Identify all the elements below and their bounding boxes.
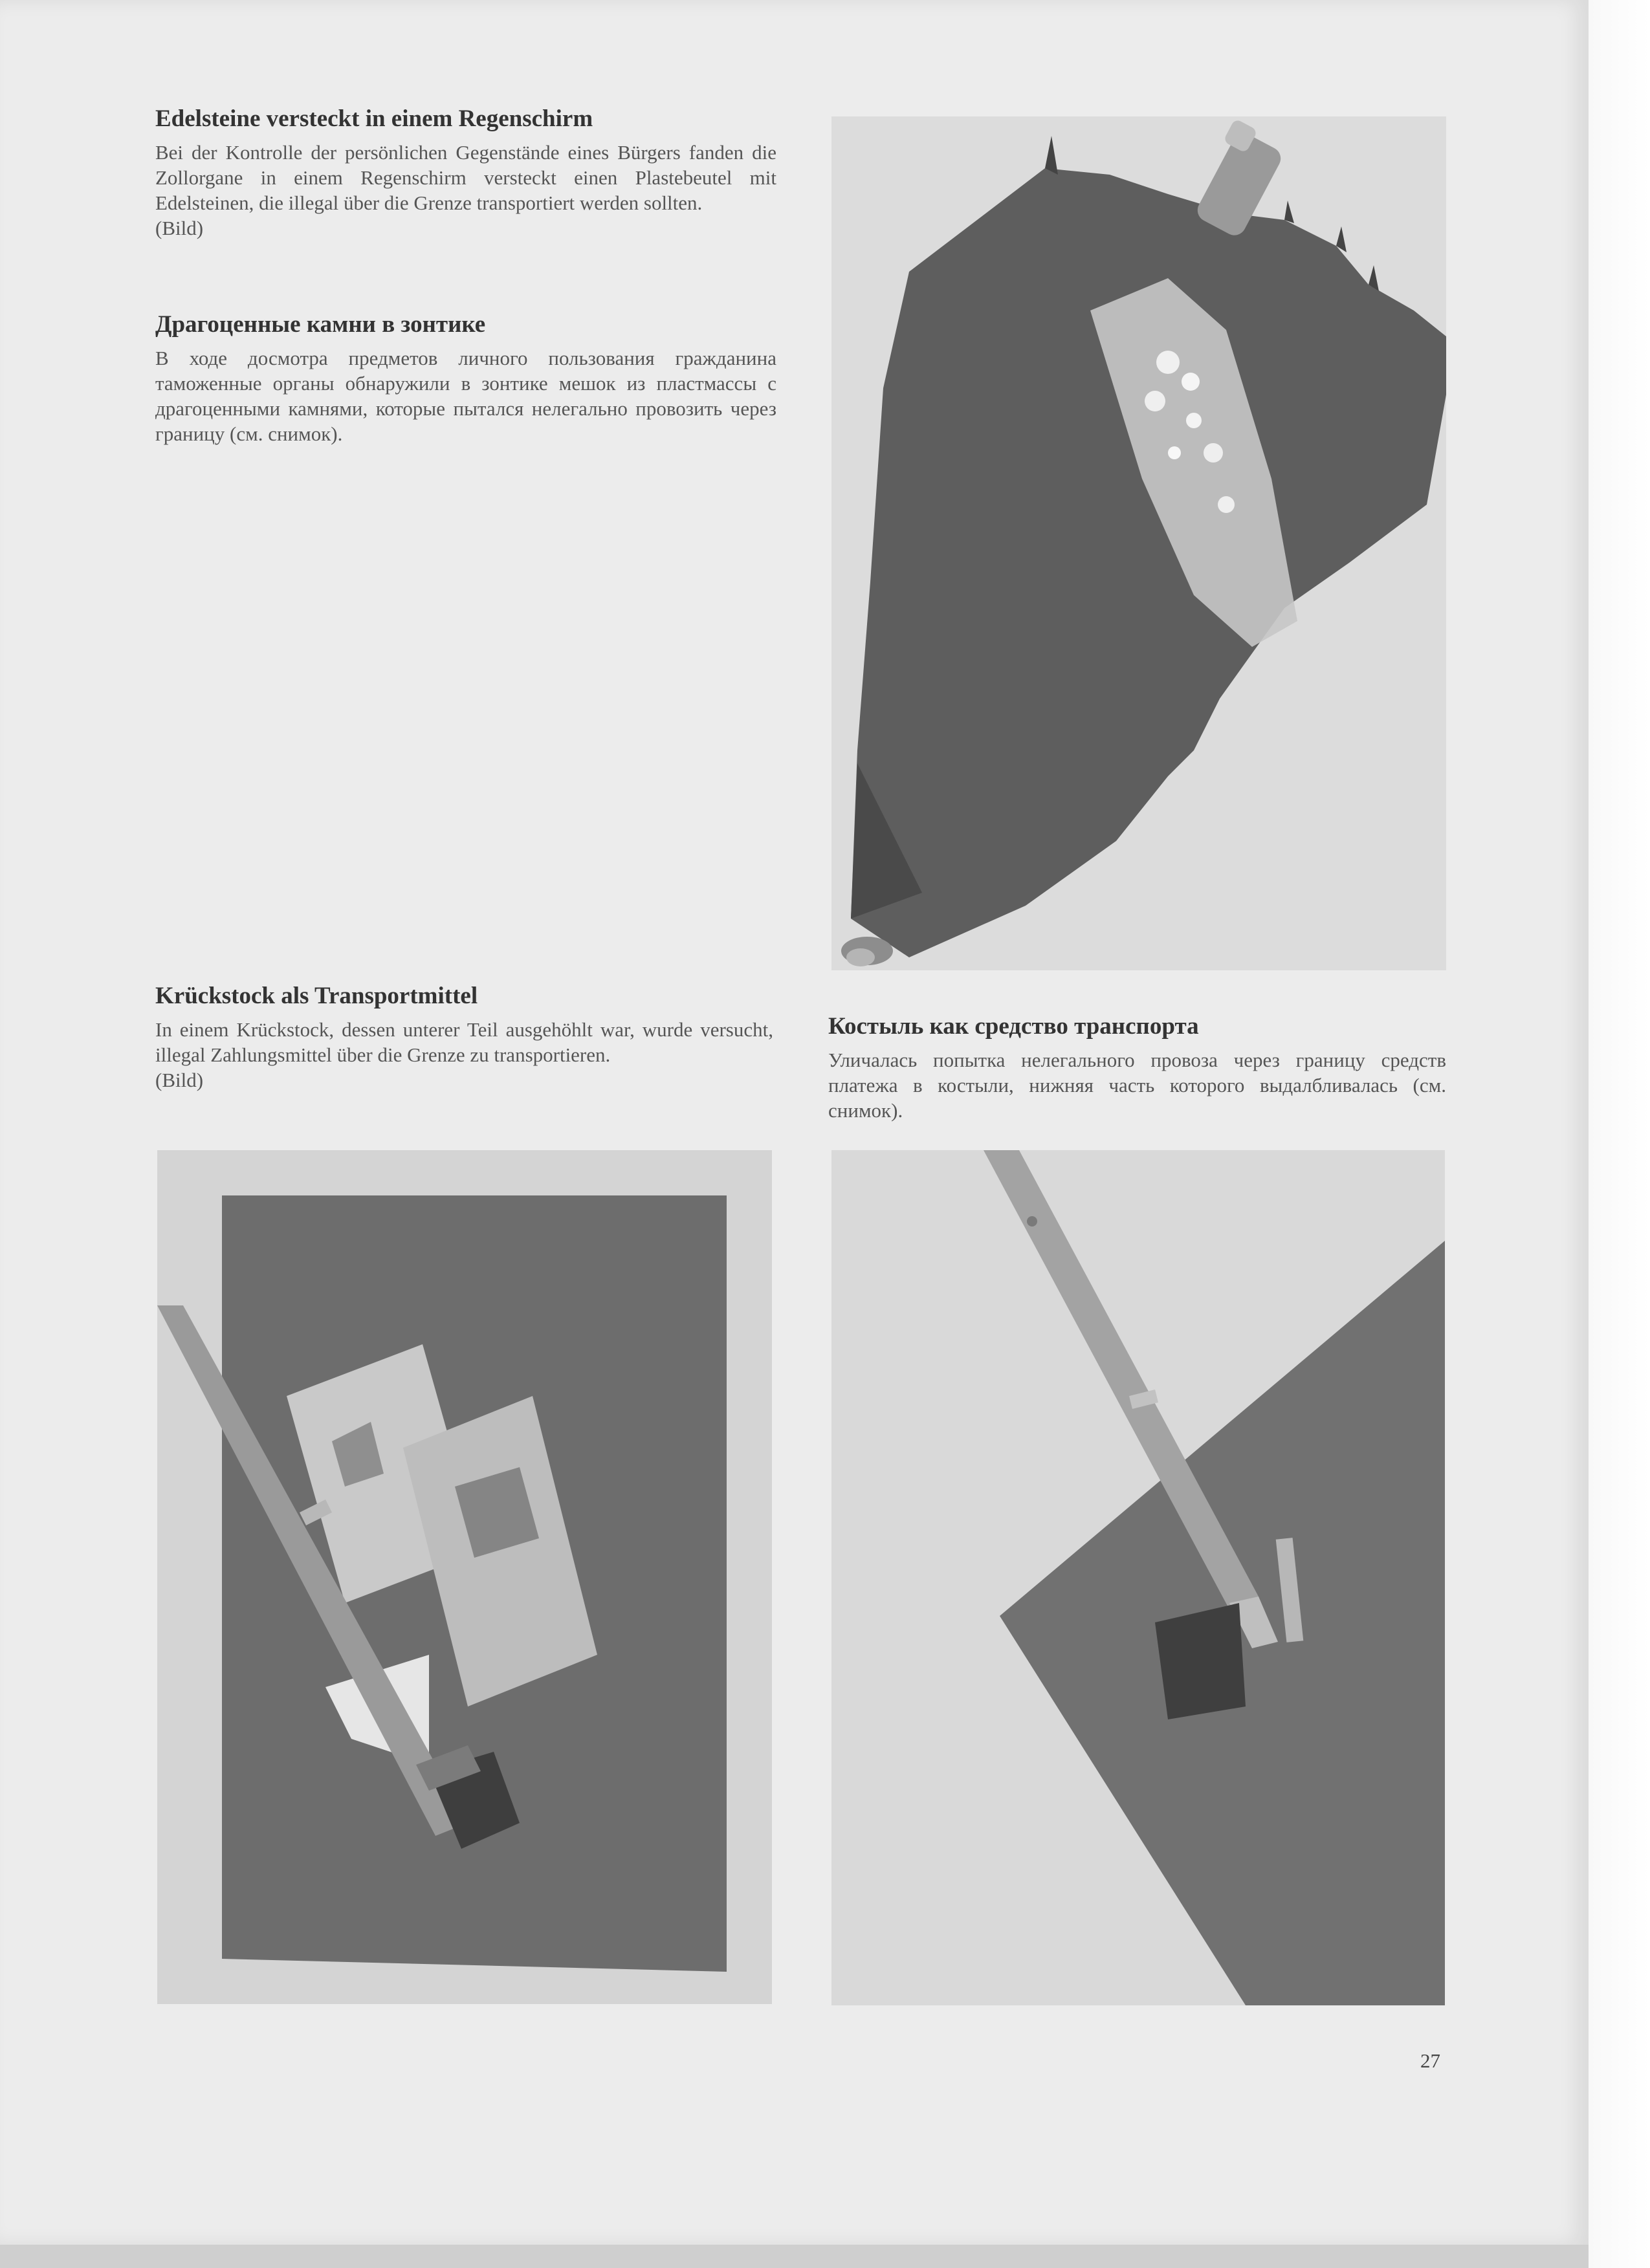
page-number: 27 [1420,2049,1440,2072]
article-heading: Костыль как средство транспорта [828,1013,1199,1040]
article-heading: Edelsteine versteckt in einem Regenschirm [155,105,593,132]
crutch-banknotes-photo [157,1150,772,2004]
article-crutch-de [155,982,773,1093]
umbrella-photo [831,116,1446,970]
image-reference: (Bild) [155,217,204,240]
image-reference: (Bild) [155,1069,204,1092]
article-body: Уличалась попытка нелегального провоза через границу средств платежа в костыли, нижняя часть которого выдалбливалась (см. снимок). [828,1049,1446,1122]
crutch-board-photo [831,1150,1445,2005]
article-heading: Драгоценные камни в зонтике [155,311,486,338]
article-body: Bei der Kontrolle der persönlichen Gegenstände eines Bürgers fanden die Zollorgane in einem Regenschirm versteckt einen Plastebeutel mit Edelsteinen, die illegal über die Grenze transportiert werden sollten. [155,141,776,215]
article-umbrella-de [155,105,776,241]
article-umbrella-ru [155,311,776,446]
article-body: In einem Krückstock, dessen unterer Teil ausgehöhlt war, wurde versucht, illegal Zahlungsmittel über die Grenze zu transportieren. [155,1018,773,1067]
next-page-edge [1589,0,1650,2268]
article-heading: Krückstock als Transportmittel [155,983,478,1009]
article-crutch-ru [828,1012,1446,1123]
article-body: В ходе досмотра предметов личного пользования гражданина таможенные органы обнаружили в зонтике мешок из пластмассы с драгоценными камнями, которые пытался нелегально провозить через границу (см. снимок). [155,347,776,446]
